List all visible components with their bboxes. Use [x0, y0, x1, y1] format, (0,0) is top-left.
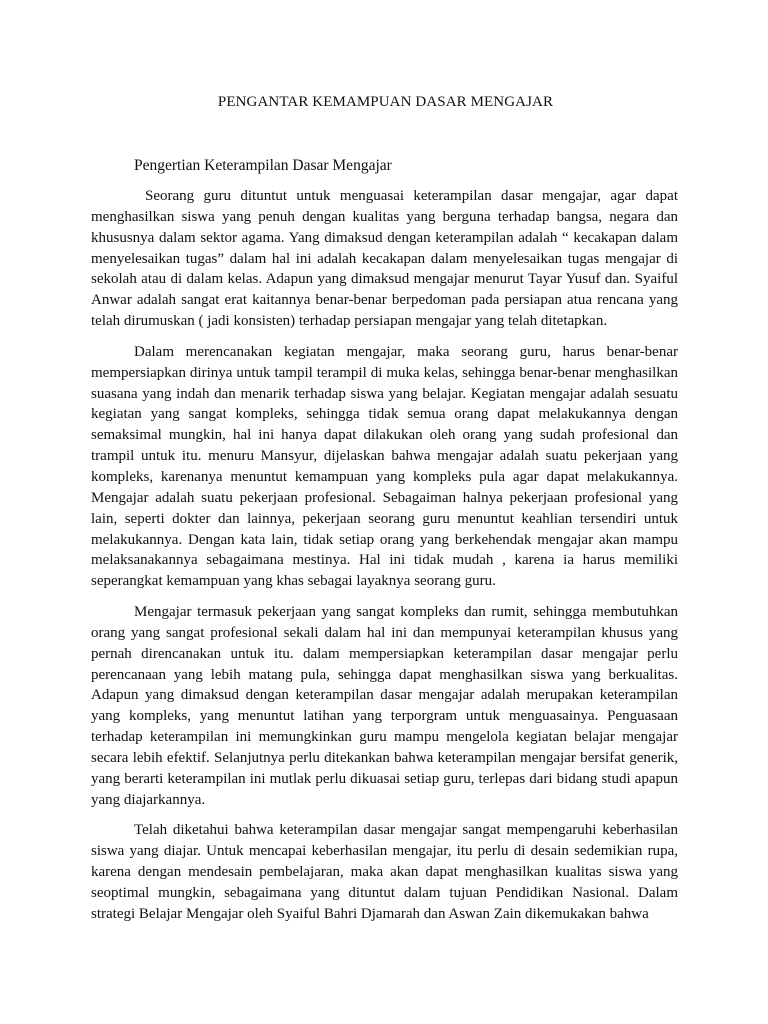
paragraph-text: Dalam merencanakan kegiatan mengajar, maka seorang guru, harus benar-benar mempersiapkan dirinya untuk tampil terampil di muka kelas, sehingga benar-benar menghasilkan suasana yang indah dan menarik terhadap siswa yang belajar. Kegiatan mengajar adalah sesuatu kegiatan yang sangat kompleks, sehingga tidak semua orang dapat melakukannya dengan semaksimal mungkin, hal ini hanya dapat dilakukan oleh orang yang sudah profesional dan trampil untuk itu. menuru Mansyur, dijelaskan bahwa mengajar adalah suatu pekerjaan yang kompleks, karenanya menuntut kemampuan yang kompleks pula agar dapat melakukannya. Mengajar adalah suatu pekerjaan profesional. Sebagaiman halnya pekerjaan profesional yang lain, seperti dokter dan lainnya, pekerjaan seorang guru menuntut keahlian tersendiri untuk melakukannya. Dengan kata lain, tidak setiap orang yang berkehendak mengajar akan mampu melaksanakannya sebagaimana mestinya. Hal ini tidak mudah , karena ia harus memiliki seperangkat kemampuan yang khas sebagai layaknya seorang guru. [91, 343, 678, 590]
section-heading: Pengertian Keterampilan Dasar Mengajar [134, 157, 392, 174]
paragraph-3 [91, 602, 678, 810]
paragraph-text: Mengajar termasuk pekerjaan yang sangat kompleks dan rumit, sehingga membutuhkan orang yang sangat profesional sekali dalam hal ini dan mempunyai keterampilan khusus yang pernah direncanakan untuk itu. dalam mempersiapkan keterampilan dasar mengajar perlu perencanaan yang lebih matang pula, sehingga dapat menghasilkan siswa yang berkualitas. Adapun yang dimaksud dengan keterampilan dasar mengajar adalah merupakan keterampilan yang kompleks, yang menuntut latihan yang terporgram untuk menguasainya. Penguasaan terhadap keterampilan ini memungkinkan guru mampu mengelola kegiatan belajar mengajar secara lebih efektif. Selanjutnya perlu ditekankan bahwa keterampilan mengajar bersifat generik, yang berarti keterampilan ini mutlak perlu dikuasai setiap guru, terlepas dari bidang studi apapun yang diajarkannya. [91, 604, 678, 808]
document-title: PENGANTAR KEMAMPUAN DASAR MENGAJAR [217, 94, 554, 110]
paragraph-1 [91, 186, 678, 332]
paragraph-text: Seorang guru dituntut untuk menguasai keterampilan dasar mengajar, agar dapat menghasilkan siswa yang penuh dengan kualitas yang berguna terhadap bangsa, negara dan khususnya dalam sektor agama. Yang dimaksud dengan keterampilan adalah “ kecakapan dalam menyelesaikan tugas” dalam hal ini adalah kecakapan dalam menyelesaikan tugas mengajar di sekolah atau di dalam kelas. Adapun yang dimaksud mengajar menurut Tayar Yusuf dan. Syaiful Anwar adalah sangat erat kaitannya benar-benar berpedoman pada persiapan atua rencana yang telah dirumuskan ( jadi konsisten) terhadap persiapan mengajar yang telah ditetapkan. [91, 188, 678, 330]
paragraph-2 [91, 342, 678, 592]
paragraph-4 [91, 820, 678, 924]
document-body [91, 92, 678, 925]
paragraph-text: Telah diketahui bahwa keterampilan dasar mengajar sangat mempengaruhi keberhasilan siswa yang diajar. Untuk mencapai keberhasilan mengajar, itu perlu di desain sedemikian rupa, karena dengan mendesain pembelajaran, maka akan dapat menghasilkan kualitas siswa yang seoptimal mungkin, sebagaimana yang dituntut dalam tujuan Pendidikan Nasional. Dalam strategi Belajar Mengajar oleh Syaiful Bahri Djamarah dan Aswan Zain dikemukakan bahwa [91, 822, 678, 922]
